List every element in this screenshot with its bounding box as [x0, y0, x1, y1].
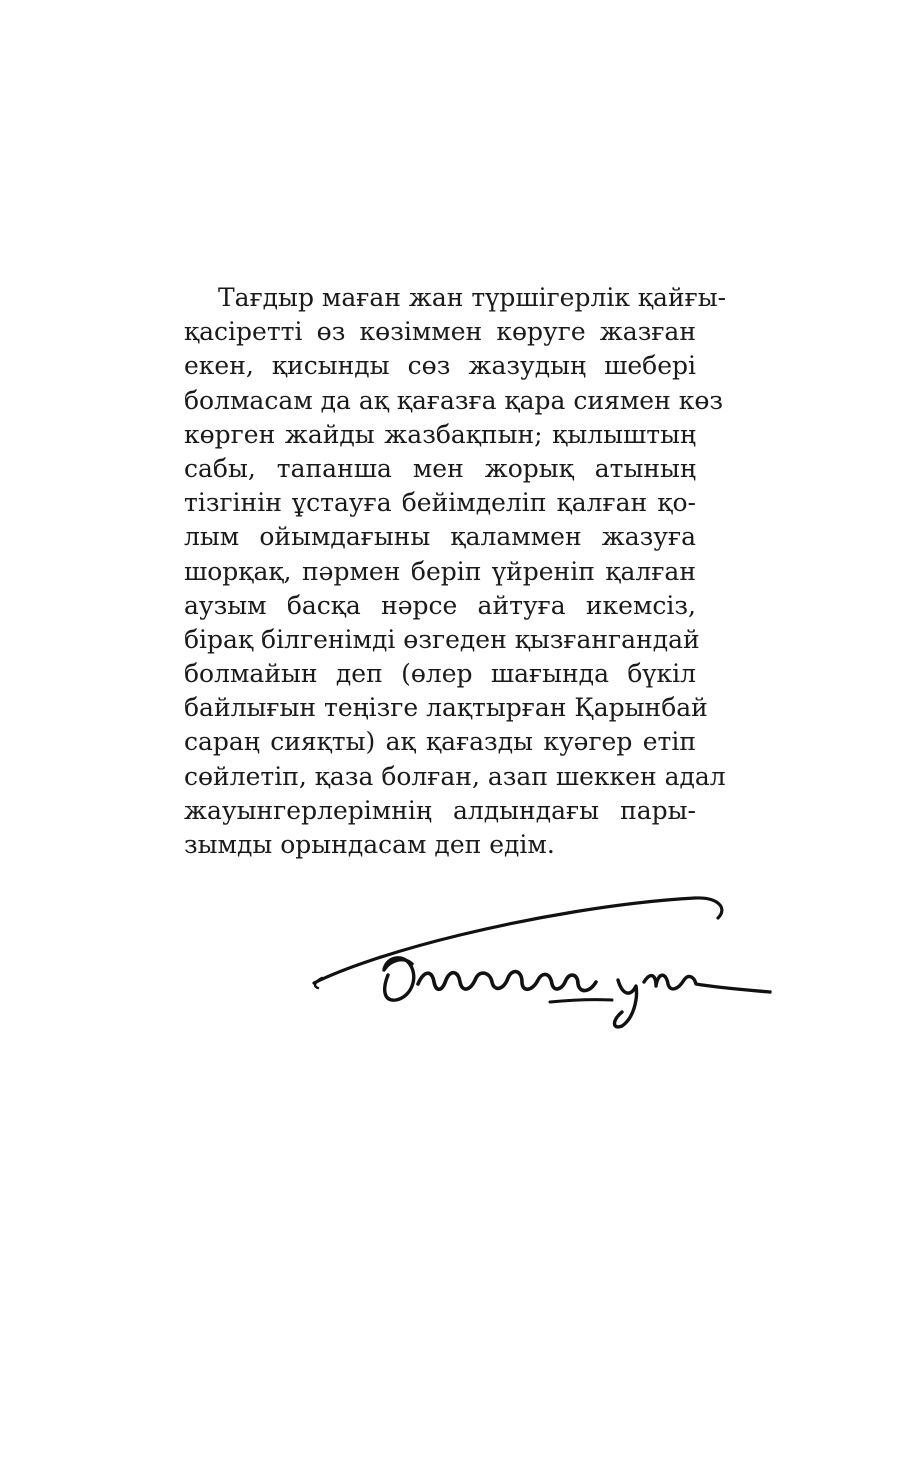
signature-tail: [644, 975, 770, 992]
paragraph: [184, 281, 727, 862]
paragraph-line: зымды орындасам деп едім.: [184, 830, 555, 859]
signature-initial: [384, 958, 414, 1000]
signature-flourish: [314, 898, 722, 983]
paragraph-line: тізгінін ұстауға бейімделіп қалған қо-: [184, 488, 696, 518]
paragraph-line: шорқақ, пәрмен беріп үйреніп қалған: [184, 556, 696, 586]
paragraph-line: бірақ білгенімді өзгеден қызғангандай: [184, 624, 700, 654]
handwritten-signature: [300, 880, 780, 1040]
paragraph-line: Тағдыр маған жан түршігерлік қайғы-: [218, 283, 727, 312]
signature-underbar: [550, 1000, 612, 1002]
paragraph-line: болмайын деп (өлер шағында бүкіл: [184, 659, 696, 689]
paragraph-line: сабы, тапанша мен жорық атының: [184, 453, 696, 483]
paragraph-line: екен, қисынды сөз жазудың шебері: [184, 351, 696, 381]
signature-body: [418, 972, 596, 991]
paragraph-line: лым ойымдағыны қаламмен жазуға: [184, 522, 696, 552]
paragraph-line: байлығын теңізге лақтырған Қарынбай: [184, 693, 708, 723]
paragraph-line: сөйлетіп, қаза болған, азап шеккен адал: [184, 761, 726, 791]
paragraph-line: сараң сияқты) ақ қағазды куәгер етіп: [184, 727, 696, 757]
paragraph-line: аузым басқа нәрсе айтуға икемсіз,: [184, 590, 696, 620]
paragraph-line: болмасам да ақ қағазға қара сиямен көз: [184, 385, 724, 415]
paragraph-line: көрген жайды жазбақпын; қылыштың: [184, 419, 696, 449]
signature-descender: [615, 980, 637, 1027]
paragraph-line: қасіретті өз көзіммен көруге жазған: [184, 317, 696, 347]
signature-hook: [315, 978, 322, 988]
paragraph-line: жауынгерлерімнің алдындағы пары-: [184, 795, 696, 825]
